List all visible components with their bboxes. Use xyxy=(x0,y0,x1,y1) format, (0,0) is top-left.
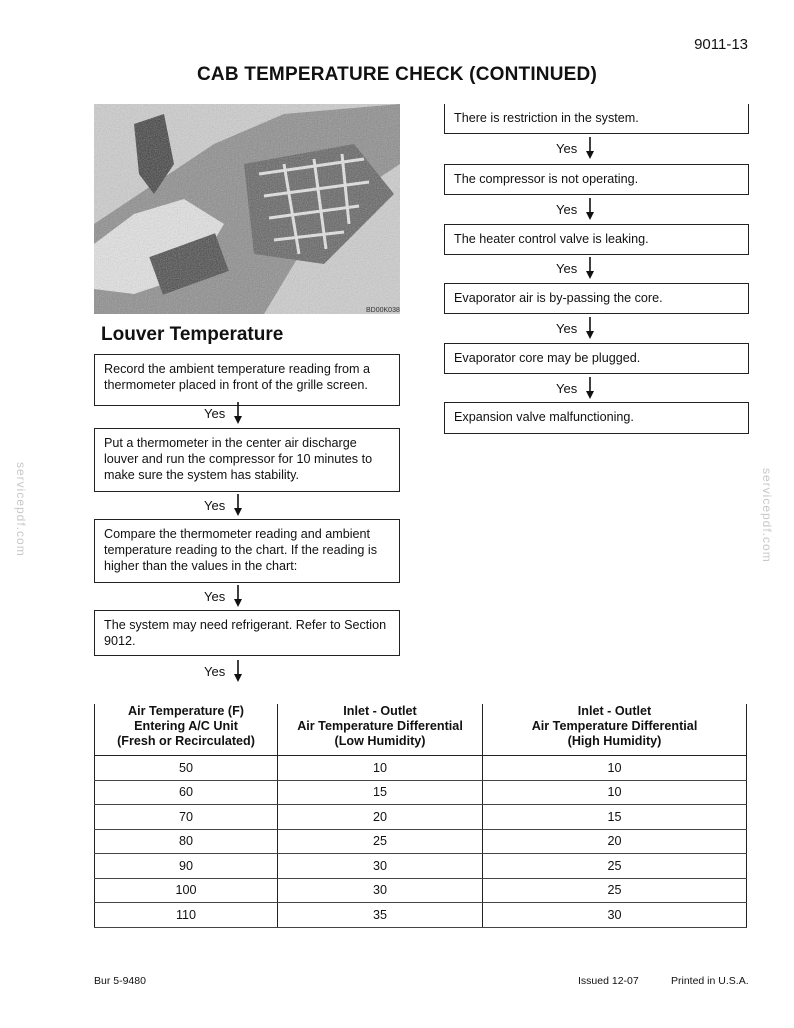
header-line: Inlet - Outlet xyxy=(577,704,652,718)
page-title: CAB TEMPERATURE CHECK (CONTINUED) xyxy=(197,64,597,85)
table-row xyxy=(95,829,747,854)
table-cell: 15 xyxy=(483,805,747,830)
component-photo xyxy=(94,104,400,314)
yes-connector xyxy=(204,402,243,424)
table-cell: 10 xyxy=(278,756,483,781)
column-header-high-humidity xyxy=(483,704,747,756)
table-cell: 50 xyxy=(95,756,278,781)
table-cell: 15 xyxy=(278,780,483,805)
table-cell: 25 xyxy=(278,829,483,854)
yes-label: Yes xyxy=(204,663,226,679)
yes-label: Yes xyxy=(556,140,578,156)
flow-step-4: The system may need refrigerant. Refer to Section 9012. xyxy=(94,610,400,656)
down-arrow-icon xyxy=(585,317,595,339)
footer-issued: Issued 12-07 xyxy=(578,975,639,987)
down-arrow-icon xyxy=(585,377,595,399)
right-step-4: Evaporator air is by-passing the core. xyxy=(444,283,749,314)
photo-caption: BD00K038 xyxy=(366,307,400,314)
yes-connector xyxy=(556,198,595,220)
table-cell: 10 xyxy=(483,756,747,781)
column-header-air-temp xyxy=(95,704,278,756)
table-cell: 60 xyxy=(95,780,278,805)
yes-label: Yes xyxy=(556,380,578,396)
table-header-row xyxy=(95,704,747,756)
right-step-3: The heater control valve is leaking. xyxy=(444,224,749,255)
yes-connector xyxy=(556,317,595,339)
table-cell: 100 xyxy=(95,878,278,903)
page-number: 9011-13 xyxy=(694,36,748,53)
down-arrow-icon xyxy=(233,494,243,516)
right-step-1: There is restriction in the system. xyxy=(444,104,749,134)
header-line: Entering A/C Unit xyxy=(134,719,238,733)
table-row xyxy=(95,780,747,805)
down-arrow-icon xyxy=(233,585,243,607)
temperature-table xyxy=(94,704,747,928)
yes-label: Yes xyxy=(556,320,578,336)
table-row xyxy=(95,805,747,830)
footer-printed: Printed in U.S.A. xyxy=(671,975,749,987)
right-step-6: Expansion valve malfunctioning. xyxy=(444,402,749,434)
yes-connector xyxy=(556,257,595,279)
table-cell: 20 xyxy=(483,829,747,854)
table-cell: 90 xyxy=(95,854,278,879)
table-cell: 20 xyxy=(278,805,483,830)
header-line: Air Temperature Differential xyxy=(297,719,463,733)
yes-connector xyxy=(556,377,595,399)
table-row xyxy=(95,903,747,928)
yes-label: Yes xyxy=(204,405,226,421)
table-row xyxy=(95,878,747,903)
header-line: Inlet - Outlet xyxy=(343,704,417,718)
table-cell: 80 xyxy=(95,829,278,854)
table-cell: 10 xyxy=(483,780,747,805)
right-step-2: The compressor is not operating. xyxy=(444,164,749,195)
table-cell: 70 xyxy=(95,805,278,830)
header-line: (High Humidity) xyxy=(567,734,662,748)
yes-label: Yes xyxy=(556,260,578,276)
down-arrow-icon xyxy=(585,257,595,279)
header-line: (Low Humidity) xyxy=(334,734,426,748)
table-cell: 110 xyxy=(95,903,278,928)
footer-doc-id: Bur 5-9480 xyxy=(94,975,146,987)
flow-step-3: Compare the thermometer reading and ambient temperature reading to the chart. If the reading is higher than the values in the chart: xyxy=(94,519,400,583)
yes-connector xyxy=(204,660,243,682)
down-arrow-icon xyxy=(585,137,595,159)
table-cell: 30 xyxy=(278,854,483,879)
down-arrow-icon xyxy=(585,198,595,220)
header-line: Air Temperature (F) xyxy=(128,704,244,718)
table-row xyxy=(95,854,747,879)
table-cell: 35 xyxy=(278,903,483,928)
table-cell: 30 xyxy=(483,903,747,928)
section-heading: Louver Temperature xyxy=(101,324,284,345)
down-arrow-icon xyxy=(233,660,243,682)
yes-connector xyxy=(556,137,595,159)
yes-connector xyxy=(204,494,243,516)
yes-label: Yes xyxy=(204,497,226,513)
table-cell: 25 xyxy=(483,878,747,903)
header-line: Air Temperature Differential xyxy=(531,719,698,733)
flow-step-1: Record the ambient temperature reading from a thermometer placed in front of the grille screen. xyxy=(94,354,400,406)
yes-label: Yes xyxy=(204,588,226,604)
column-header-low-humidity xyxy=(278,704,483,756)
yes-connector xyxy=(204,585,243,607)
flow-step-2: Put a thermometer in the center air discharge louver and run the compressor for 10 minutes to make sure the system has stability. xyxy=(94,428,400,492)
right-step-5: Evaporator core may be plugged. xyxy=(444,343,749,374)
header-line: (Fresh or Recirculated) xyxy=(117,734,255,748)
table-row xyxy=(95,756,747,781)
table-cell: 30 xyxy=(278,878,483,903)
down-arrow-icon xyxy=(233,402,243,424)
table-cell: 25 xyxy=(483,854,747,879)
watermark-right: servicepdf.com xyxy=(760,468,774,563)
watermark-left: servicepdf.com xyxy=(14,462,28,557)
yes-label: Yes xyxy=(556,201,578,217)
